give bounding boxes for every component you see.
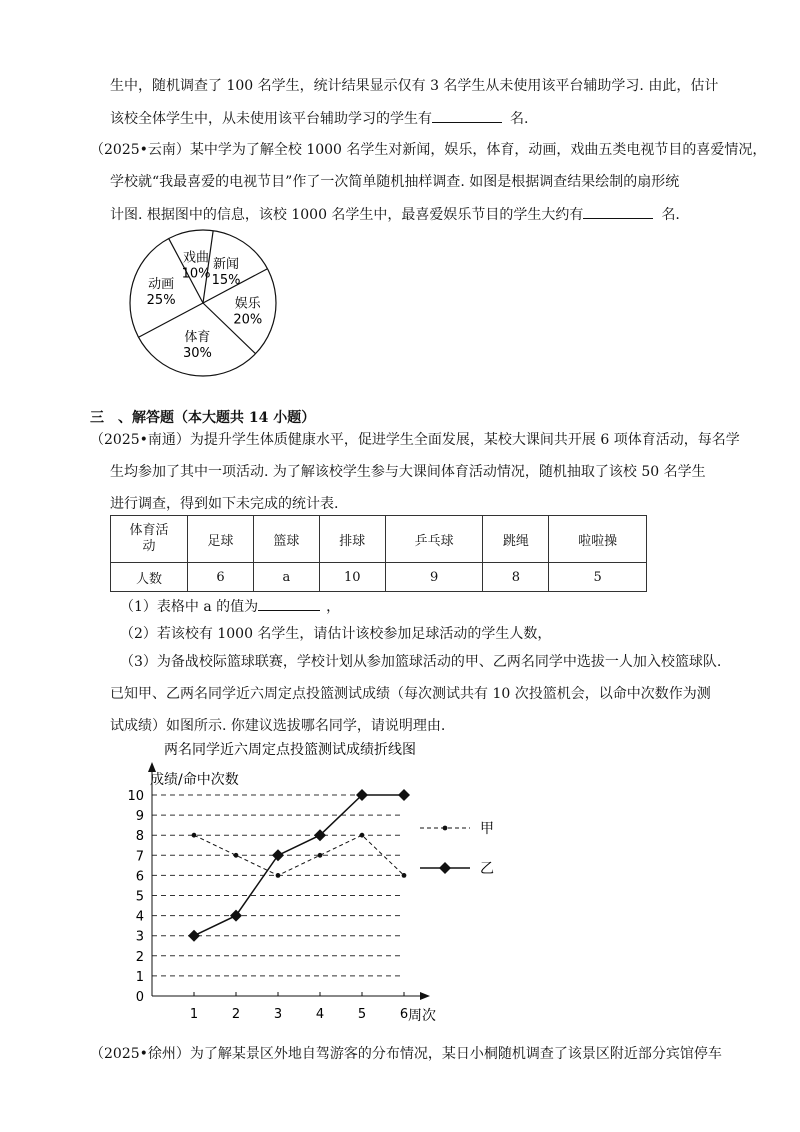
y-axis-label: 成绩/命中次数 xyxy=(150,772,239,788)
data-point xyxy=(230,910,242,922)
sub-question: 已知甲、乙两名同学近六周定点投篮测试成绩（每次测试共有 10 次投篮机会，以命中次数作为测 xyxy=(110,686,711,702)
data-point xyxy=(234,853,239,858)
table-row xyxy=(111,563,647,592)
pie-slice-label: 娱乐 xyxy=(234,296,261,312)
text: （1）表格中 a 的值为 xyxy=(120,599,259,615)
x-tick-label: 2 xyxy=(231,1007,241,1022)
sub-question: （3）为备战校际篮球联赛，学校计划从参加篮球活动的甲、乙两名同学中选拔一人加入校篮球队. xyxy=(120,654,722,670)
pie-slice-percent: 25% xyxy=(146,293,176,309)
legend-label: 乙 xyxy=(480,861,494,877)
data-point xyxy=(276,873,281,878)
sub-question: 试成绩）如图所示. 你建议选拔哪名同学，请说明理由. xyxy=(110,718,446,734)
stats-table xyxy=(110,515,647,592)
y-tick-label: 10 xyxy=(127,789,144,804)
table-cell: 8 xyxy=(483,563,549,592)
y-tick-label: 8 xyxy=(135,829,144,845)
legend-marker xyxy=(439,862,451,874)
text: 名. xyxy=(661,207,680,223)
question-line: 生均参加了其中一项活动. 为了解该校学生参与大课间体育活动情况，随机抽取了该校 50 名学生 xyxy=(110,464,706,480)
y-axis-arrow xyxy=(148,762,156,772)
data-point xyxy=(360,833,365,838)
y-tick-label: 1 xyxy=(135,969,144,985)
question-line: （2025•徐州）为了解某景区外地自驾游客的分布情况，某日小桐随机调查了该景区附近部分宾馆停车 xyxy=(90,1046,722,1062)
y-tick-label: 3 xyxy=(135,929,144,945)
question-line: 学校就“我最喜爱的电视节目”作了一次简单随机抽样调查. 如图是根据调查结果绘制的扇形统 xyxy=(110,174,680,190)
pie-slice-label: 戏曲 xyxy=(183,250,210,266)
y-tick-label: 6 xyxy=(135,869,144,885)
data-point xyxy=(188,930,200,942)
table-cell: 6 xyxy=(188,563,254,592)
y-tick-label: 2 xyxy=(135,949,144,965)
table-header-cell: 乒乓球 xyxy=(385,516,483,563)
question-line: （2025•云南）某中学为了解全校 1000 名学生对新闻，娱乐，体育，动画，戏曲五类电视节目的喜爱情况， xyxy=(90,142,767,158)
pie-slice-percent: 20% xyxy=(233,312,263,328)
paragraph-line: 生中，随机调查了 100 名学生，统计结果显示仅有 3 名学生从未使用该平台辅助学习. 由此，估计 xyxy=(110,78,719,94)
paragraph-line xyxy=(110,108,528,129)
question-line: 进行调查，得到如下未完成的统计表. xyxy=(110,496,339,512)
data-point xyxy=(402,873,407,878)
table-cell: a xyxy=(253,563,319,592)
table-cell: 10 xyxy=(319,563,385,592)
table-header-cell: 体育活 动 xyxy=(111,516,188,563)
y-tick-label: 0 xyxy=(135,990,144,1005)
sub-question: （2）若该校有 1000 名学生，请估计该校参加足球活动的学生人数， xyxy=(120,626,552,642)
sub-question xyxy=(120,596,340,617)
answer-blank xyxy=(258,596,320,611)
x-tick-label: 4 xyxy=(315,1007,325,1022)
data-point xyxy=(272,849,284,861)
pie-slice-label: 新闻 xyxy=(213,257,240,273)
data-point xyxy=(192,833,197,838)
pie-slice-percent: 15% xyxy=(211,273,241,289)
section-heading: 三 、解答题（本大题共 14 小题） xyxy=(90,410,316,426)
table-header-cell: 排球 xyxy=(319,516,385,563)
series-lines xyxy=(188,789,410,942)
table-cell: 9 xyxy=(385,563,483,592)
x-axis-arrow xyxy=(420,992,430,1000)
grid-lines xyxy=(152,795,402,976)
answer-blank xyxy=(432,108,502,123)
pie-slice-percent: 10% xyxy=(181,266,211,282)
text: ， xyxy=(326,599,341,615)
pie-slice-label: 动画 xyxy=(148,277,175,293)
legend-label: 甲 xyxy=(480,821,494,837)
pie-slice-label: 体育 xyxy=(184,329,211,345)
table-header-cell: 足球 xyxy=(188,516,254,563)
chart-title: 两名同学近六周定点投篮测试成绩折线图 xyxy=(164,742,416,758)
data-point xyxy=(398,789,410,801)
data-point xyxy=(318,853,323,858)
pie-chart xyxy=(118,228,288,378)
x-axis-label: 周次 xyxy=(408,1008,436,1024)
table-header-cell: 跳绳 xyxy=(483,516,549,563)
question-line xyxy=(110,204,680,225)
legend xyxy=(420,821,494,877)
x-tick-label: 6 xyxy=(399,1007,409,1022)
text: 名. xyxy=(510,111,529,127)
y-tick-label: 9 xyxy=(135,809,144,825)
pie-slice-percent: 30% xyxy=(182,345,212,361)
text: 该校全体学生中，从未使用该平台辅助学习的学生有 xyxy=(110,111,432,127)
legend-marker xyxy=(443,826,448,831)
y-tick-label: 7 xyxy=(135,849,144,865)
answer-blank xyxy=(583,204,653,219)
table-header-cell: 啦啦操 xyxy=(549,516,647,563)
text: 计图. 根据图中的信息，该校 1000 名学生中，最喜爱娱乐节目的学生大约有 xyxy=(110,207,584,223)
x-tick-label: 3 xyxy=(273,1007,283,1022)
series-line-乙 xyxy=(194,795,404,936)
axes xyxy=(127,762,430,1022)
table-header-cell: 篮球 xyxy=(253,516,319,563)
x-tick-label: 5 xyxy=(357,1007,367,1022)
table-cell: 人数 xyxy=(111,563,188,592)
line-chart xyxy=(110,738,530,1028)
y-tick-label: 4 xyxy=(135,909,144,925)
table-cell: 5 xyxy=(549,563,647,592)
x-tick-label: 1 xyxy=(189,1007,199,1022)
table-header-row xyxy=(111,516,647,563)
y-tick-label: 5 xyxy=(135,889,144,905)
question-line: （2025•南通）为提升学生体质健康水平，促进学生全面发展，某校大课间共开展 6 项体育活动，每名学 xyxy=(90,432,740,448)
